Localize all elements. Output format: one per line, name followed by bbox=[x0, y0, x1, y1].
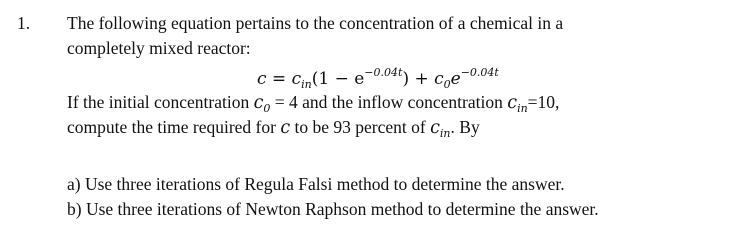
eq-e: e bbox=[450, 69, 461, 89]
eq-c0-sub: 0 bbox=[443, 78, 451, 91]
compute-line bbox=[67, 116, 480, 145]
eq-c0-base: c bbox=[434, 69, 444, 89]
eq-lhs: c bbox=[257, 69, 267, 89]
compute-cin-sub: in bbox=[439, 127, 451, 140]
problem-number: 1. bbox=[17, 13, 31, 33]
condition-cin-base: c bbox=[507, 93, 518, 113]
eq-paren-close: ) + bbox=[402, 69, 435, 89]
compute-text-2: to be 93 percent of bbox=[290, 117, 431, 137]
condition-cin-sub: in bbox=[517, 102, 528, 115]
compute-c: c bbox=[280, 118, 291, 138]
condition-text-1: If the initial concentration bbox=[67, 92, 254, 112]
compute-text-1: compute the time required for bbox=[67, 117, 281, 137]
condition-text-3: =10, bbox=[527, 92, 560, 112]
eq-paren-open: (1 − e bbox=[311, 69, 365, 89]
eq-cin-base: c bbox=[291, 69, 302, 89]
problem-intro-line-1: The following equation pertains to the concentration of a chemical in a bbox=[67, 13, 564, 33]
problem-intro-line-2: completely mixed reactor: bbox=[67, 38, 251, 58]
condition-text-2: = 4 and the inflow concentration bbox=[270, 92, 508, 112]
eq-exponent-2: −0.04t bbox=[460, 66, 499, 79]
part-a-regula-falsi: a) Use three iterations of Regula Falsi method to determine the answer. bbox=[67, 174, 565, 194]
condition-c0-base: c bbox=[253, 93, 264, 113]
eq-exponent-1: −0.04t bbox=[364, 66, 403, 79]
eq-equals: = bbox=[266, 69, 292, 89]
compute-text-3: . By bbox=[450, 117, 480, 137]
compute-cin-base: c bbox=[430, 118, 440, 138]
condition-c0-sub: 0 bbox=[263, 102, 271, 115]
part-b-newton-raphson: b) Use three iterations of Newton Raphson method to determine the answer. bbox=[67, 199, 599, 219]
eq-cin-sub: in bbox=[301, 78, 312, 91]
